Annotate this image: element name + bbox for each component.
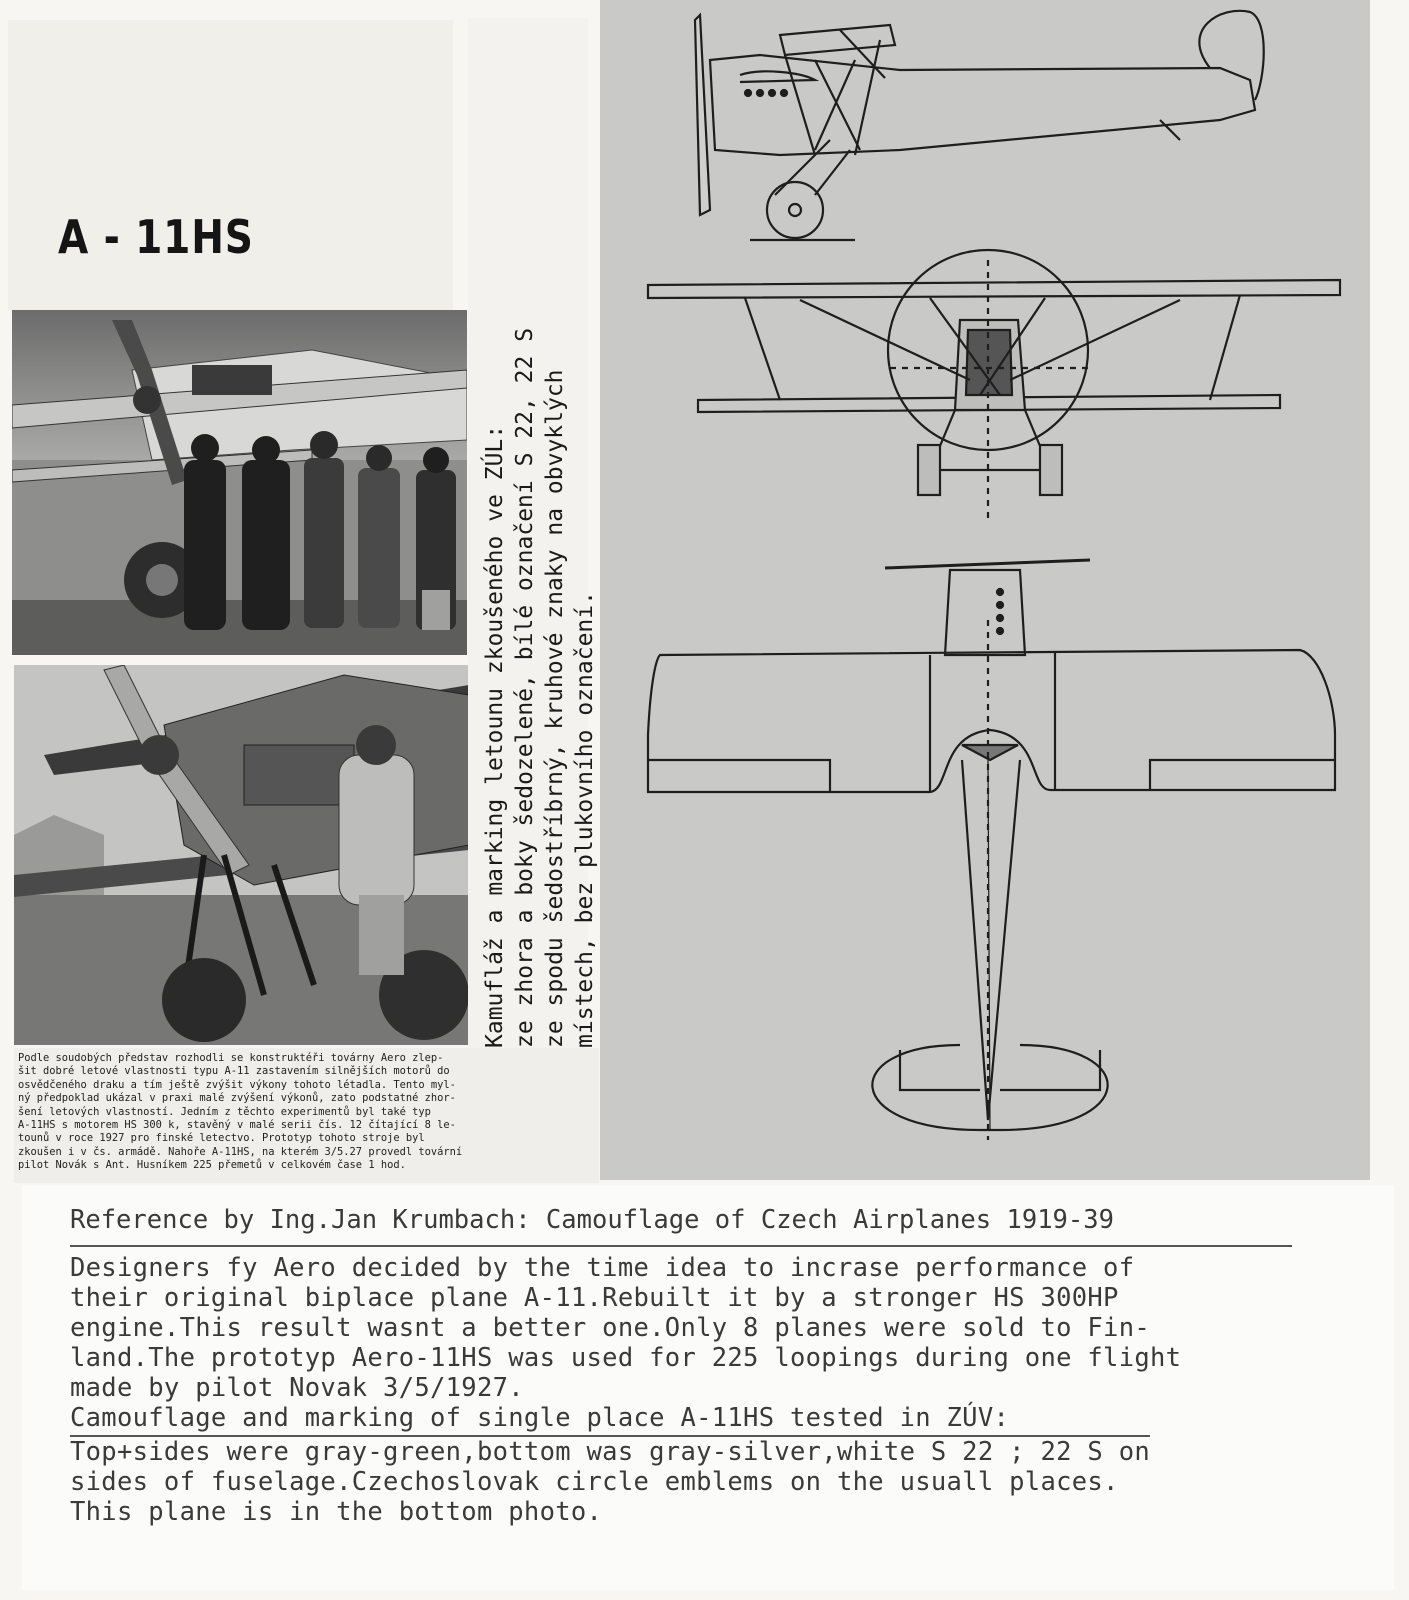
title-panel [8,20,453,310]
english-line: land.The prototyp Aero-11HS was used for 225 loopings during one flight [70,1343,1182,1373]
three-view-drawing [600,0,1370,1180]
english-line: Top+sides were gray-green,bottom was gray-silver,white S 22 ; 22 S on [70,1437,1151,1467]
heading-underline [70,1245,1292,1247]
english-line: Designers fy Aero decided by the time idea to incrase performance of [70,1253,1135,1283]
caption-line: zkoušen i v čs. armádě. Nahoře A-11HS, na kterém 3/5.27 provedl tovární [18,1145,463,1158]
english-line: made by pilot Novak 3/5/1927. [70,1373,524,1403]
english-line: This plane is in the bottom photo. [70,1497,603,1527]
top-view [648,560,1335,1140]
vertical-line: ze zhora a boky šedozelené, bílé označení S 22, 22 S [512,327,538,1048]
caption-line: Podle soudobých představ rozhodli se konstruktéři továrny Aero zlep- [18,1052,444,1064]
side-view [695,11,1264,240]
caption-line: pilot Novák s Ant. Husníkem 225 přemetů v celkovém čase 1 hod. [18,1159,406,1172]
caption-line: šení letových vlastností. Jedním z těchto experimentů byl také typ [18,1105,431,1118]
czech-photo-caption [14,1048,599,1183]
vertical-line: místech, bez plukovního označení. [572,591,598,1048]
camouflage-subheading: Camouflage and marking of single place A-11HS tested in ZÚV: [70,1403,1010,1433]
caption-line: ný předpoklad ukázal v praxi malé zvýšení výkonů, zato podstatné zhor- [18,1092,456,1105]
czech-camouflage-note [468,18,598,1048]
photo-group-by-aircraft [12,310,467,655]
english-line: engine.This result wasnt a better one.Only 8 planes were sold to Fin- [70,1313,1151,1343]
english-translation-note [22,1185,1394,1590]
caption-line: tounů v roce 1927 pro finské letectvo. Prototyp tohoto stroje byl [18,1132,425,1145]
reference-heading: Reference by Ing.Jan Krumbach: Camouflage of Czech Airplanes 1919-39 [70,1205,1114,1235]
english-line: their original biplace plane A-11.Rebuilt it by a stronger HS 300HP [70,1283,1119,1313]
caption-line: osvědčeného draku a tím ještě zvýšit výkony tohoto létadla. Tento myl- [18,1078,456,1091]
front-view [648,250,1340,520]
photo-pilot-on-aircraft [14,665,469,1045]
vertical-line: Kamufláž a marking letounu zkoušeného ve ZÚL: [482,424,508,1048]
caption-line: šit dobré letové vlastnosti typu A-11 zastavením silnějších motorů do [18,1065,450,1078]
caption-line: A-11HS s motorem HS 300 k, stavěný v malé serii čís. 12 čítající 8 le- [18,1119,456,1132]
vertical-text-block [480,18,600,1048]
vertical-line: ze spodu šedostříbrný, kruhové znaky na obvyklých [542,369,568,1048]
page-title: A - 11HS [58,210,254,264]
english-line: sides of fuselage.Czechoslovak circle emblems on the usuall places. [70,1467,1119,1497]
